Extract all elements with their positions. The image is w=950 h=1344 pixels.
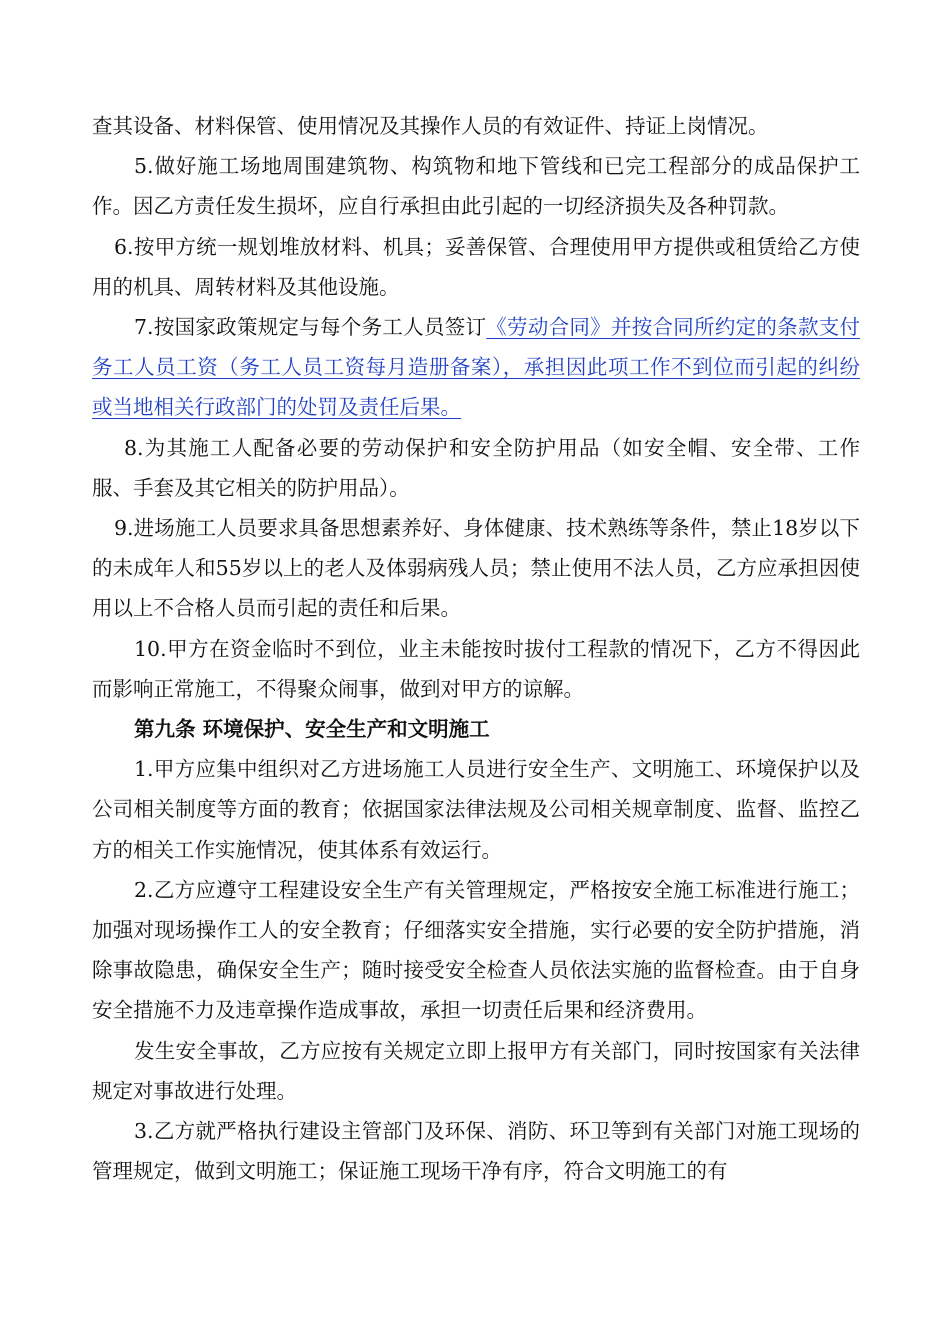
paragraph-item-7-prefix: 7.按国家政策规定与每个务工人员签订: [134, 315, 487, 340]
paragraph-item-5: 5.做好施工场地周围建筑物、构筑物和地下管线和已完工程部分的成品保护工作。因乙方责任发生损坏，应自行承担由此引起的一切经济损失及各种罚款。: [92, 154, 860, 219]
paragraph-item-7: [92, 307, 860, 428]
paragraph-item-10: 10.甲方在资金临时不到位，业主未能按时拔付工程款的情况下，乙方不得因此而影响正常施工，不得聚众闹事，做到对甲方的谅解。: [92, 636, 860, 701]
section-heading-article-9: 第九条 环境保护、安全生产和文明施工: [134, 717, 490, 742]
document-body: [92, 106, 860, 1191]
paragraph-item-8: 8.为其施工人配备必要的劳动保护和安全防护用品（如安全帽、安全带、工作服、手套及其它相关的防护用品）。: [92, 435, 860, 500]
paragraph-continuation: 查其设备、材料保管、使用情况及其操作人员的有效证件、持证上岗情况。: [92, 114, 769, 138]
paragraph-item-9: 9.进场施工人员要求具备思想素养好、身体健康、技术熟练等条件，禁止18岁以下的未成年人和55岁以上的老人及体弱病残人员；禁止使用不法人员，乙方应承担因使用以上不合格人员而引起的责任和后果。: [92, 516, 860, 621]
paragraph-item-6: 6.按甲方统一规划堆放材料、机具；妥善保管、合理使用甲方提供或租赁给乙方使用的机具、周转材料及其他设施。: [92, 234, 860, 299]
paragraph-article9-item-2-note: 发生安全事故，乙方应按有关规定立即上报甲方有关部门，同时按国家有关法律规定对事故进行处理。: [92, 1038, 860, 1103]
paragraph-article9-item-1: 1.甲方应集中组织对乙方进场施工人员进行安全生产、文明施工、环境保护以及公司相关制度等方面的教育；依据国家法律法规及公司相关规章制度、监督、监控乙方的相关工作实施情况，使其体系有效运行。: [92, 757, 860, 862]
paragraph-article9-item-2: 2.乙方应遵守工程建设安全生产有关管理规定，严格按安全施工标准进行施工；加强对现场操作工人的安全教育；仔细落实安全措施，实行必要的安全防护措施，消除事故隐患，确保安全生产；随时接受安全检查人员依法实施的监督检查。由于自身安全措施不力及违章操作造成事故，承担一切责任后果和经济费用。: [92, 877, 860, 1023]
paragraph-article9-item-3: 3.乙方就严格执行建设主管部门及环保、消防、环卫等到有关部门对施工现场的管理规定，做到文明施工；保证施工现场干净有序，符合文明施工的有: [92, 1119, 860, 1184]
labor-contract-link[interactable]: 《劳动合同》并按合同所约定的条款支付务工人员工资（务工人员工资每月造册备案），承担因此项工作不到位而引起的纠纷或当地相关行政部门的处罚及责任后果。: [92, 315, 860, 420]
